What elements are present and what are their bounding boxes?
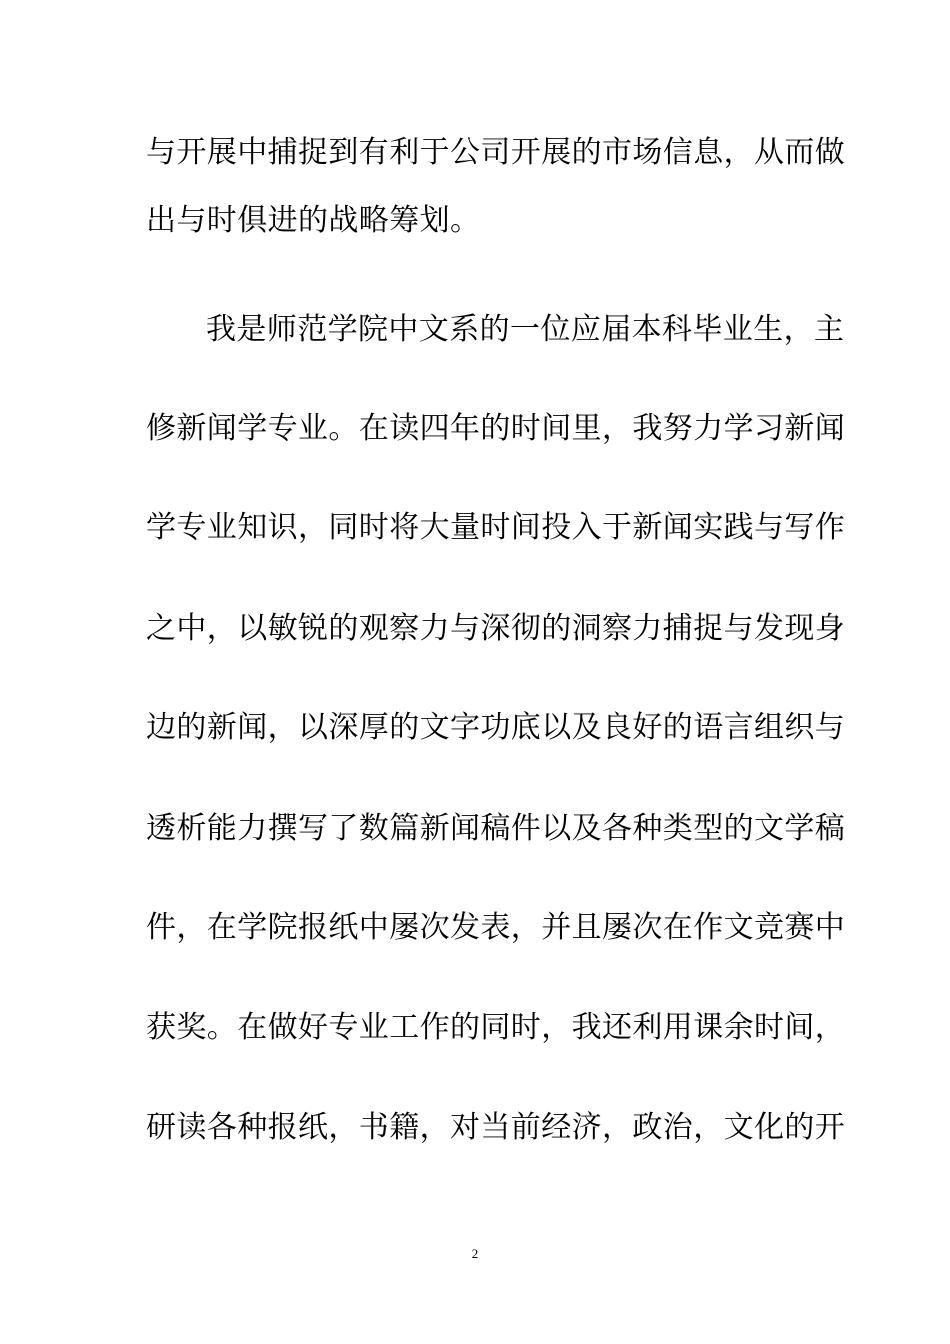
text-line-6: 之中，以敏锐的观察力与深彻的洞察力捕捉与发现身 [146, 611, 846, 646]
paragraph-start-line: 我是师范学院中文系的一位应届本科毕业生，主 [206, 312, 845, 347]
text-line-10: 获奖。在做好专业工作的同时，我还利用课余时间， [146, 1010, 846, 1045]
text-line-11: 研读各种报纸，书籍，对当前经济，政治，文化的开 [146, 1110, 846, 1145]
text-line-5: 学专业知识，同时将大量时间投入于新闻实践与写作 [146, 510, 846, 545]
text-line-9: 件，在学院报纸中屡次发表，并且屡次在作文竞赛中 [146, 910, 846, 945]
text-line-4: 修新闻学专业。在读四年的时间里，我努力学习新闻 [146, 411, 846, 446]
text-line-2: 出与时俱进的战略筹划。 [146, 203, 481, 238]
text-line-8: 透析能力撰写了数篇新闻稿件以及各种类型的文学稿 [146, 811, 846, 846]
text-line-1: 与开展中捕捉到有利于公司开展的市场信息，从而做 [146, 135, 846, 170]
text-line-7: 边的新闻，以深厚的文字功底以及良好的语言组织与 [146, 710, 846, 745]
page-number: 2 [471, 1246, 479, 1261]
